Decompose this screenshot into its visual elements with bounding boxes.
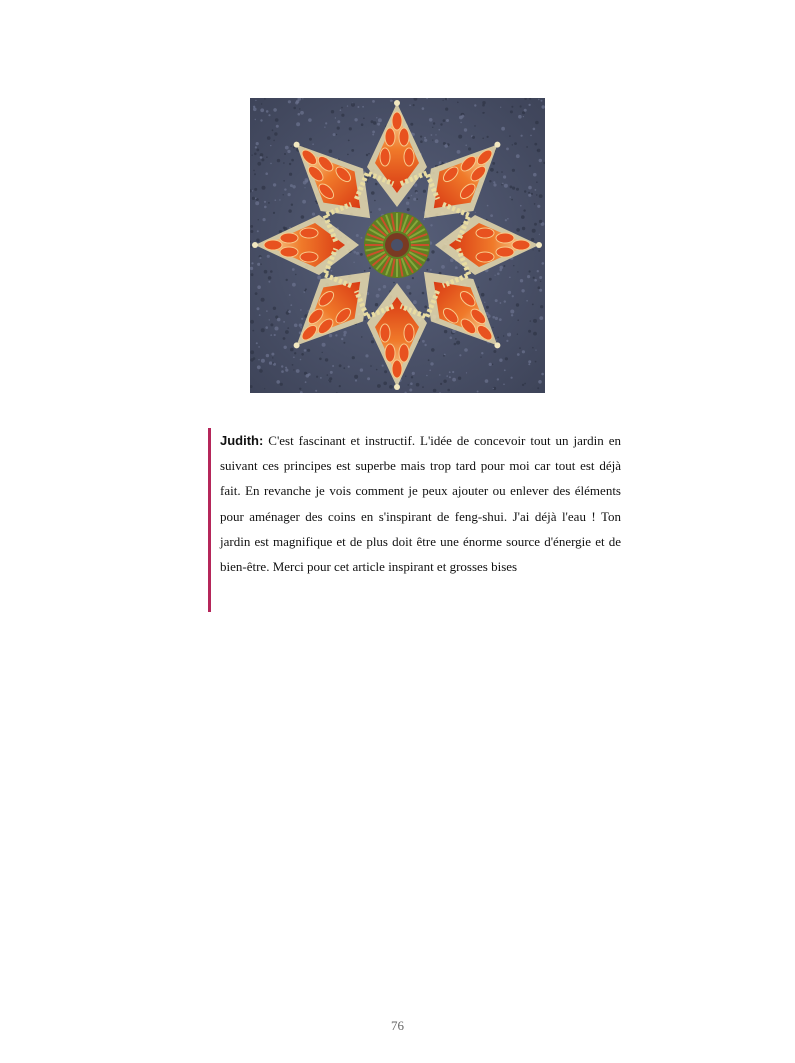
comment-author: Judith: xyxy=(220,433,264,448)
comment-text xyxy=(220,428,621,579)
flower-mandala-photo xyxy=(250,98,545,393)
comment-body: C'est fascinant et instructif. L'idée de concevoir tout un jardin en suivant ces principes est superbe mais trop tard pour moi car tout est déjà fait. En revanche je vois comment je peux ajouter ou enlever des éléments pour aménager des coins en s'inspirant de feng-shui. J'ai déjà l'eau ! Ton jardin est magnifique et de plus doit être une énorme source d'énergie et de bien-être. Merci pour cet article inspirant et grosses bises xyxy=(220,433,621,575)
comment-block xyxy=(208,428,621,612)
page-number: 76 xyxy=(391,1018,404,1033)
